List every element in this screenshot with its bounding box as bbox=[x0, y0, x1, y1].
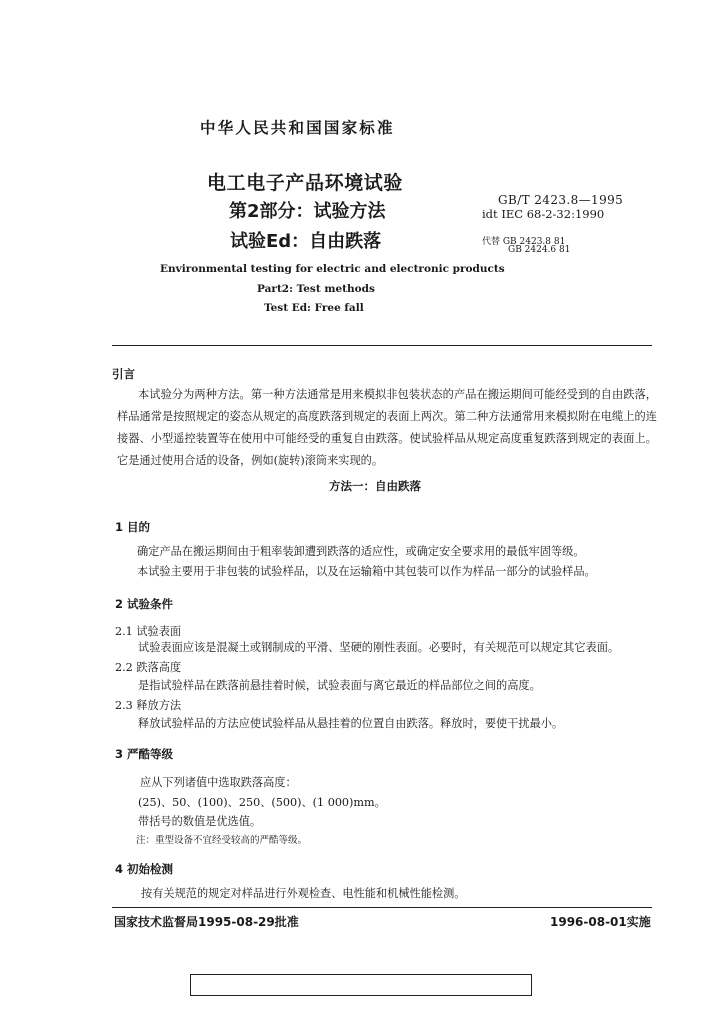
section-3-heading: 3 严酷等级 bbox=[115, 747, 174, 761]
english-title-line-3: Test Ed: Free fall bbox=[264, 302, 364, 314]
national-standard-heading: 中华人民共和国国家标准 bbox=[200, 119, 395, 137]
section-3-line-3: 带括号的数值是优选值。 bbox=[138, 815, 262, 828]
english-title-line-1: Environmental testing for electric and electronic products bbox=[160, 263, 505, 275]
intro-paragraph: 本试验分为两种方法。第一种方法通常是用来模拟非包装状态的产品在搬运期间可能经受到的自由跌落，样品通常是按照规定的姿态从规定的高度跌落到规定的表面上两次。第二种方法通常用来模拟附在电缆上的连接器、小型遥控装置等在使用中可能经受的重复自由跌落。使试验样品从规定高度重复跌落到规定的表面上。它是通过使用合适的设备，例如(旋转)滚筒来实现的。 bbox=[117, 388, 657, 467]
section-2-heading: 2 试验条件 bbox=[115, 597, 174, 611]
section-2-1-heading: 2.1 试验表面 bbox=[115, 625, 182, 638]
standard-code: GB/T 2423.8—1995 bbox=[498, 193, 624, 207]
section-2-3-text: 释放试验样品的方法应使试验样品从悬挂着的位置自由跌落。释放时，要使干扰最小。 bbox=[138, 717, 564, 730]
section-2-2-text: 是指试验样品在跌落前悬挂着时候，试验表面与离它最近的样品部位之间的高度。 bbox=[138, 679, 541, 692]
footer-divider bbox=[112, 907, 652, 908]
section-2-3-heading: 2.3 释放方法 bbox=[115, 699, 182, 712]
replaces-line-1: 代替 GB 2423.8 81 bbox=[482, 237, 566, 247]
section-3-line-1: 应从下列诸值中选取跌落高度： bbox=[140, 776, 297, 789]
effective-date: 1996-08-01实施 bbox=[550, 915, 651, 929]
footer-box bbox=[190, 974, 532, 996]
english-title-line-2: Part2: Test methods bbox=[257, 283, 375, 295]
section-1-heading: 1 目的 bbox=[115, 520, 151, 534]
method-one-title: 方法一：自由跌落 bbox=[329, 479, 421, 493]
section-1-line-2: 本试验主要用于非包装的试验样品，以及在运输箱中其包装可以作为样品一部分的试验样品。 bbox=[137, 565, 596, 578]
iec-equivalence: idt IEC 68-2-32:1990 bbox=[482, 207, 605, 221]
section-2-2-heading: 2.2 跌落高度 bbox=[115, 661, 182, 674]
section-4-line-1: 按有关规范的规定对样品进行外观检查、电性能和机械性能检测。 bbox=[141, 887, 466, 900]
section-3-note: 注：重型设备不宜经受较高的严酷等级。 bbox=[136, 835, 308, 846]
header-divider bbox=[112, 345, 652, 346]
title-line-1: 电工电子产品环境试验 bbox=[207, 172, 404, 194]
section-4-heading: 4 初始检测 bbox=[115, 862, 174, 876]
section-2-1-text: 试验表面应该是混凝土或钢制成的平滑、坚硬的刚性表面。必要时，有关规范可以规定其它表面。 bbox=[138, 641, 620, 654]
title-line-2: 第2部分：试验方法 bbox=[229, 201, 386, 222]
section-3-line-2: (25)、50、(100)、250、(500)、(1 000)mm。 bbox=[138, 796, 386, 809]
section-1-line-1: 确定产品在搬运期间由于粗率装卸遭到跌落的适应性，或确定安全要求用的最低牢固等级。 bbox=[137, 545, 585, 558]
approval-date: 国家技术监督局1995-08-29批准 bbox=[114, 915, 299, 929]
title-line-3: 试验Ed：自由跌落 bbox=[230, 231, 382, 252]
replaces-line-2: GB 2424.6 81 bbox=[508, 245, 571, 255]
intro-heading: 引言 bbox=[112, 367, 135, 381]
